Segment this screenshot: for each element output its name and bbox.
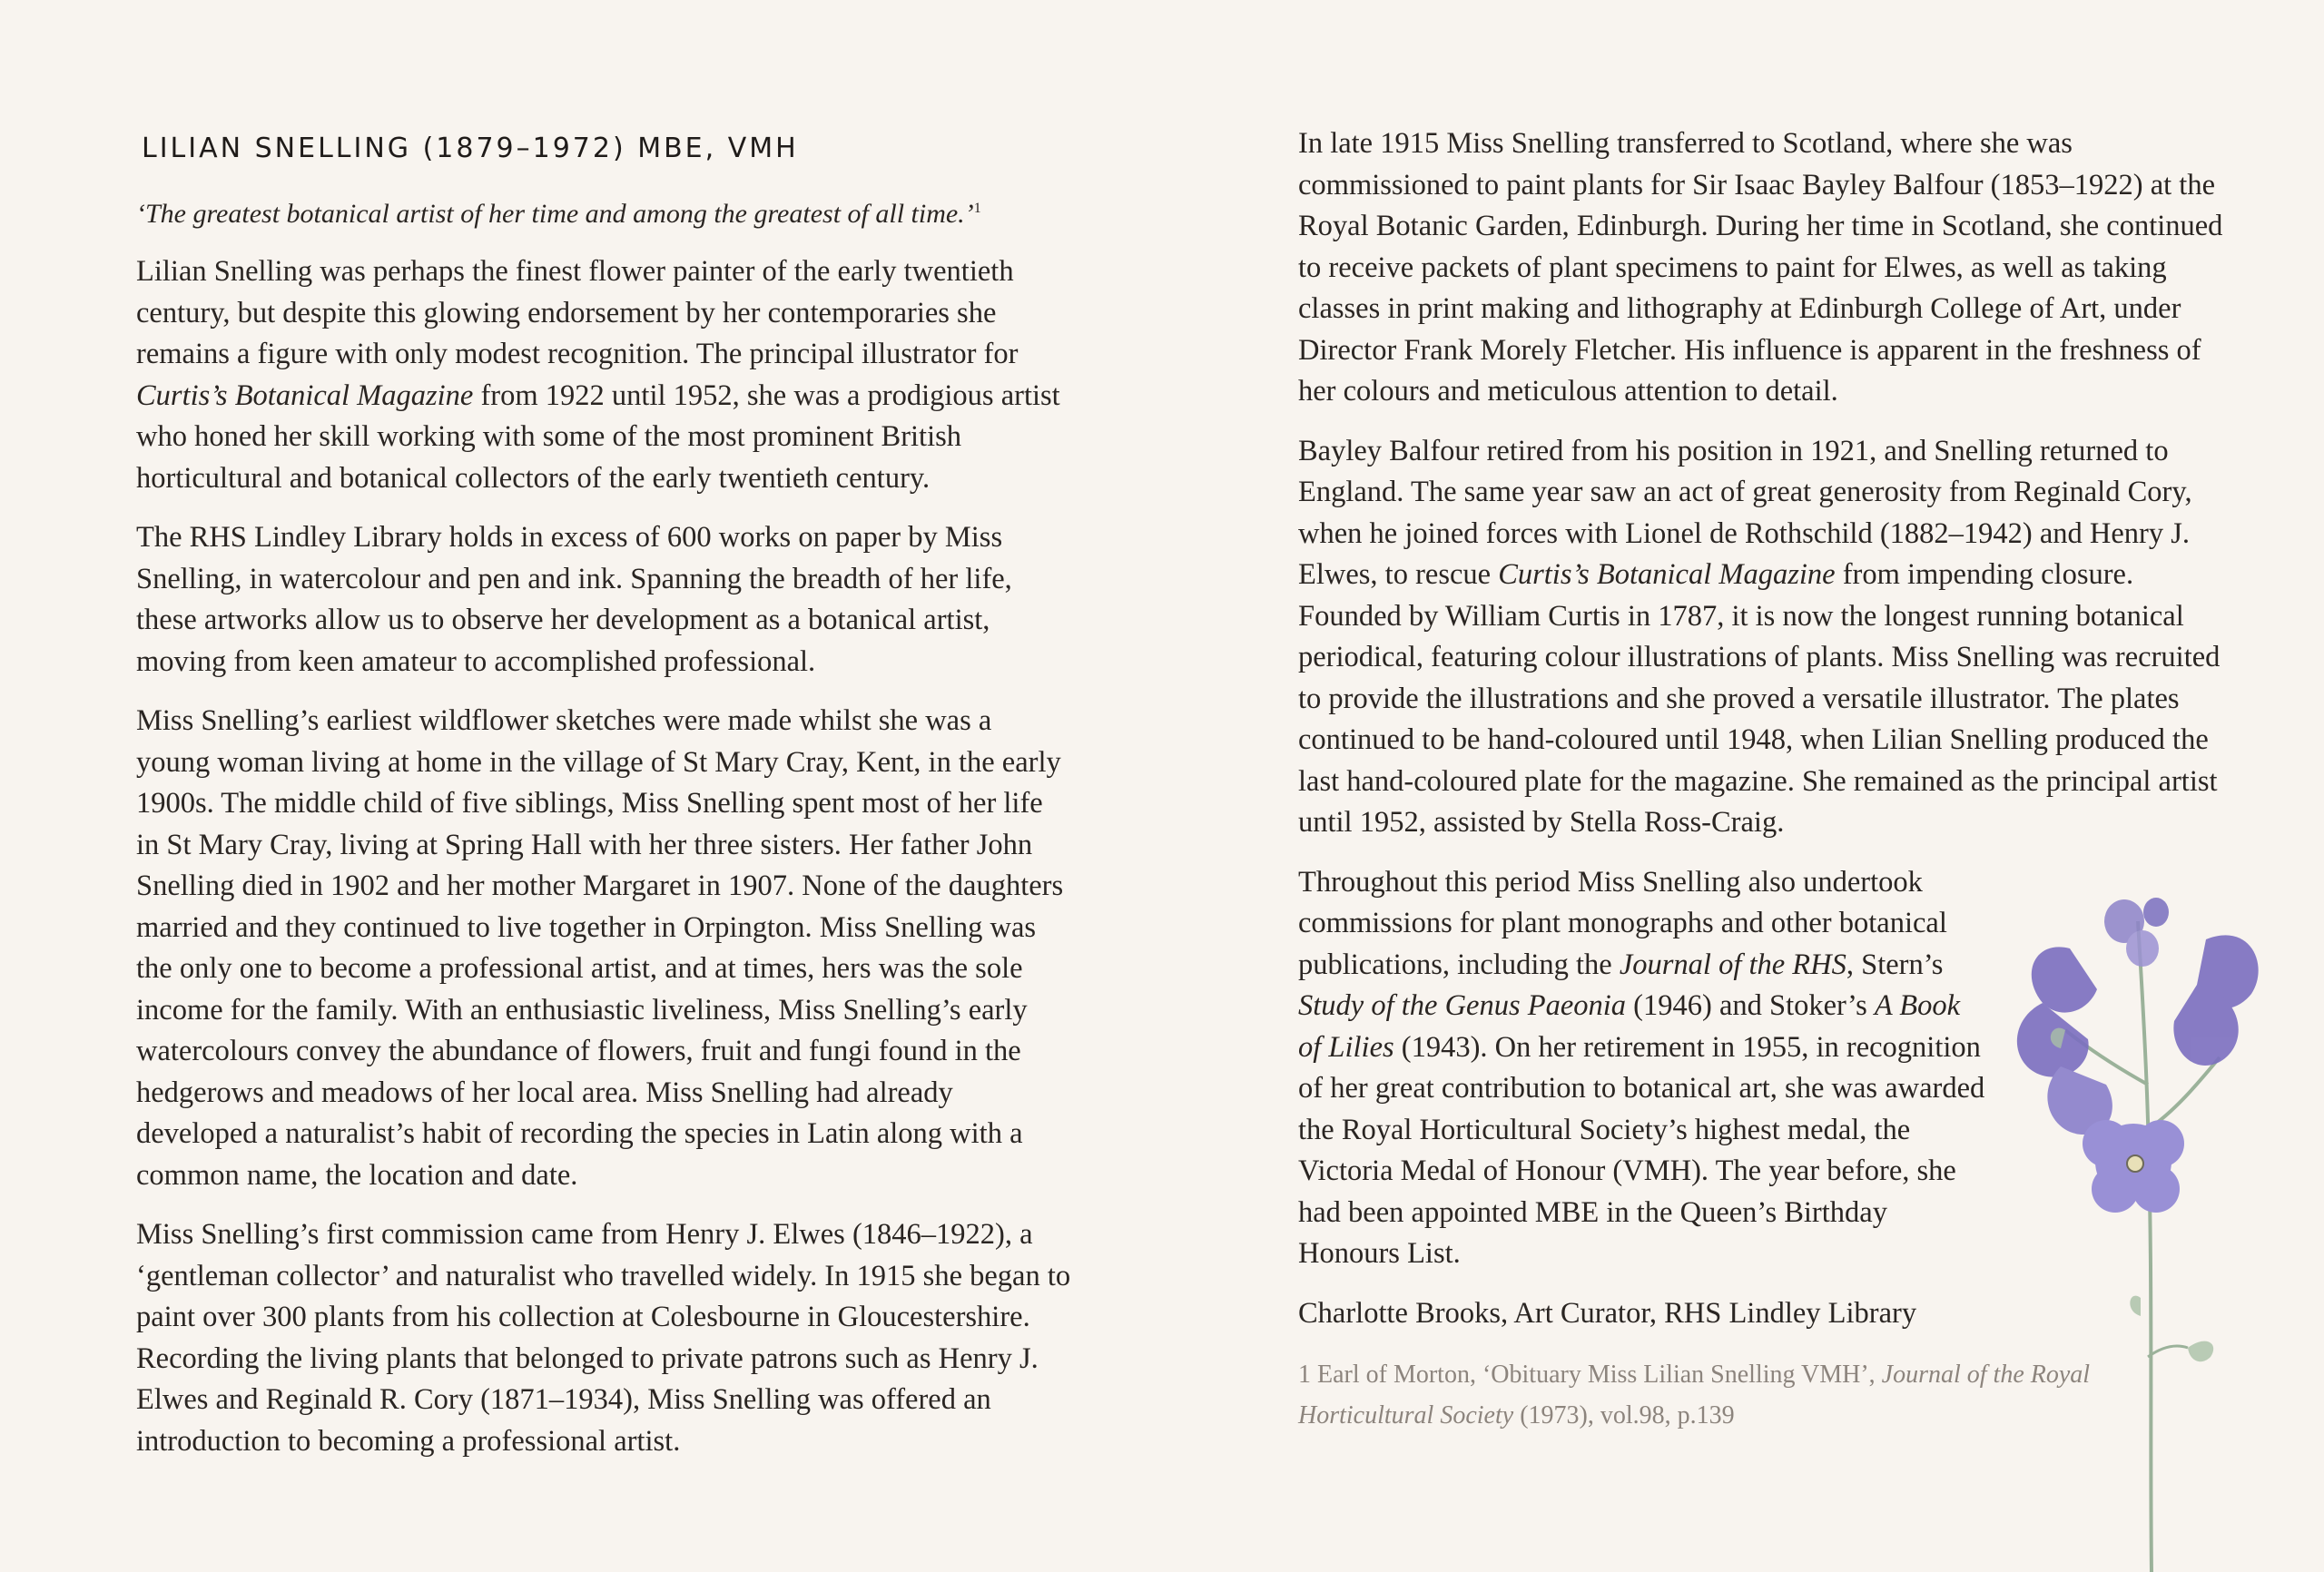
primula-flower-illustration (1979, 885, 2288, 1572)
footnote-ref: 1 (973, 201, 981, 216)
paragraph: Miss Snelling’s first commission came from Henry J. Elwes (1846–1922), a ‘gentleman collector’ and naturalist who travelled widely. In 1915 she began to paint over 300 plants from his collection at Colesbourne in Gloucestershire. Recording the living plants that belonged to private patrons such as Henry J. Elwes and Reginald R. Cory (1871–1934), Miss Snelling was offered an introduction to becoming a professional artist. (136, 1218, 1071, 1458)
publication-title: Curtis’s Botanical Magazine (136, 378, 474, 412)
publication-title: Curtis’s Botanical Magazine (1498, 558, 1836, 591)
publication-title: Study of the Genus Paeonia (1298, 989, 1627, 1022)
publication-title: A Book of Lilies (1298, 989, 1961, 1064)
quote-text: ‘The greatest botanical artist of her time and among the greatest of all time.’ (136, 199, 974, 229)
paragraph: In late 1915 Miss Snelling transferred to Scotland, where she was commissioned to paint plants for Sir Isaac Bayley Balfour (1853–1922) at the Royal Botanic Garden, Edinburgh. During her time in Scotland, she continued to receive packets of plant specimens to paint for Elwes, as well as taking classes in print making and lithography at Edinburgh College of Art, under Director Frank Morely Fletcher. His influence is apparent in the freshness of her colours and meticulous attention to detail. (1298, 127, 2223, 408)
article-heading: LILIAN SNELLING (1879–1972) MBE, VMH (142, 133, 799, 164)
text-run: from 1922 until 1952, she was a prodigious artist who honed her skill working with some of the most prominent British horticultural and botanical collectors of the early twentieth century. (136, 378, 1060, 495)
epigraph-quote (136, 190, 1071, 233)
text-run: Lilian Snelling was perhaps the finest flower painter of the early twentieth century, but despite this glowing endorsement by her contemporaries she remains a figure with only modest recognition. The principal illustrator for (136, 255, 1019, 370)
text-run: Bayley Balfour retired from his position in 1921, and Snelling returned to England. The same year saw an act of great generosity from Reginald Cory, when he joined forces with Lionel de Rothschild (1882–1942) and Henry J. Elwes, to rescue (1298, 434, 2192, 591)
text-run: 1 Earl of Morton, ‘Obituary Miss Lilian Snelling VMH’, (1298, 1361, 1882, 1389)
paragraph (1298, 431, 2224, 844)
paragraph (1298, 862, 1988, 1275)
paragraph (136, 251, 1071, 499)
left-column (136, 123, 1071, 1480)
publication-title: Journal of the Royal Horticultural Society (1298, 1361, 2091, 1430)
paragraph: The RHS Lindley Library holds in excess of 600 works on paper by Miss Snelling, in watercolour and pen and ink. Spanning the breadth of her life, these artworks allow us to observe her development as a botanical artist, moving from keen amateur to accomplished professional. (136, 521, 1012, 678)
text-run: (1973), vol.98, p.139 (1513, 1401, 1735, 1430)
author-signature: Charlotte Brooks, Art Curator, RHS Lindley Library (1298, 1296, 1917, 1330)
text-run: (1943). On her retirement in 1955, in recognition of her great contribution to botanical art, she was awarded the Royal Horticultural Society’s highest medal, the Victoria Medal of Honour (VMH). The year before, she had been appointed MBE in the Queen’s Birthday Honours List. (1298, 1030, 1985, 1270)
publication-title: Journal of the RHS (1619, 948, 1846, 981)
text-run: from impending closure. Founded by William Curtis in 1787, it is now the longest running botanical periodical, featuring colour illustrations of plants. Miss Snelling was recruited to provide the illustrations and she proved a versatile illustrator. The plates continued to be hand-coloured until 1948, when Lilian Snelling produced the last hand-coloured plate for the magazine. She remained as the principal artist until 1952, assisted by Stella Ross-Craig. (1298, 558, 2221, 839)
text-run: Throughout this period Miss Snelling also undertook commissions for plant monographs and other botanical publications, including the (1298, 865, 1947, 981)
text-run: (1946) and Stoker’s (1626, 989, 1875, 1022)
text-run: , Stern’s (1846, 948, 1944, 981)
paragraph: Miss Snelling’s earliest wildflower sketches were made whilst she was a young woman living at home in the village of St Mary Cray, Kent, in the early 1900s. The middle child of five siblings, Miss Snelling spent most of her life in St Mary Cray, living at Spring Hall with her three sisters. Her father John Snelling died in 1902 and her mother Margaret in 1907. None of the daughters married and they continued to live together in Orpington. Miss Snelling was the only one to become a professional artist, and at times, hers was the sole income for the family. With an enthusiastic liveliness, Miss Snelling’s early watercolours convey the abundance of flowers, fruit and fungi found in the hedgerows and meadows of her local area. Miss Snelling had already developed a naturalist’s habit of recording the species in Latin along with a common name, the location and date. (136, 704, 1064, 1192)
